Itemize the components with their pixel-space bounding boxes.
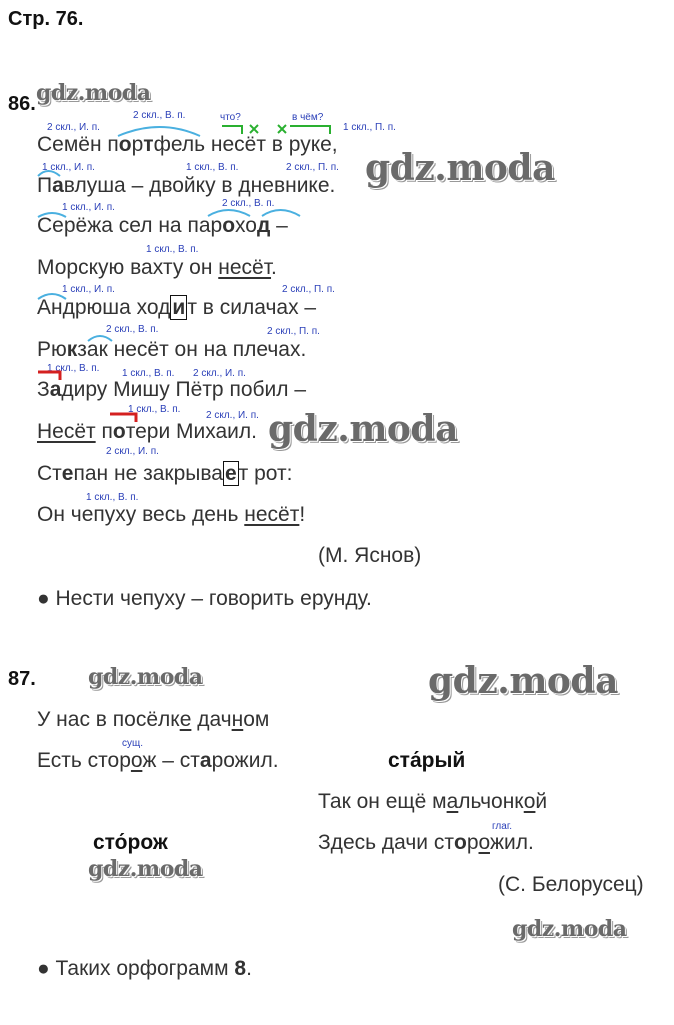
- exercise-86-number: 86.: [8, 93, 36, 115]
- annotation: 1 скл., В. п.: [146, 244, 199, 255]
- annotation: глаг.: [492, 821, 513, 832]
- annotation: 2 скл., П. п.: [286, 162, 339, 173]
- watermark: gdz.moda: [88, 856, 203, 882]
- annotation: 2 скл., В. п.: [133, 110, 186, 121]
- annotation: 1 скл., В. п.: [186, 162, 239, 173]
- annotation: 2 скл., В. п.: [106, 324, 159, 335]
- poem-line-5: Андрюша ходит в силачах –: [37, 296, 317, 319]
- poem-line-2: Есть сторож – старожил.: [37, 749, 279, 772]
- poem-line-4: Здесь дачи сторожил.: [318, 831, 534, 854]
- annotation: 2 скл., В. п.: [222, 198, 275, 209]
- poem-line-8: Несёт потери Михаил.: [37, 420, 257, 443]
- annotation: 2 скл., И. п.: [206, 410, 259, 421]
- watermark: gdz.moda: [88, 664, 203, 690]
- poem-line-2: Павлуша – двойку в дневнике.: [37, 174, 336, 197]
- exercise-87-number: 87.: [8, 668, 36, 690]
- page-title: Стр. 76.: [8, 8, 84, 30]
- poem-line-10: Он чепуху весь день несёт!: [37, 503, 306, 526]
- poem-line-7: Задиру Мишу Пётр побил –: [37, 378, 307, 401]
- poem-line-1: Семён портфель несёт в руке,: [37, 133, 338, 156]
- annotation: 2 скл., И. п.: [47, 122, 100, 133]
- annotation: в чём?: [292, 112, 324, 123]
- watermark: gdz.moda: [428, 660, 618, 702]
- poem-author: (М. Яснов): [318, 544, 422, 567]
- poem-line-4: Морскую вахту он несёт.: [37, 256, 277, 279]
- poem-line-9: Степан не закрывает рот:: [37, 462, 293, 485]
- stressed-word: ста́рый: [388, 749, 466, 772]
- annotation: сущ.: [122, 738, 144, 749]
- stressed-word: сто́рож: [93, 831, 168, 854]
- annotation: 1 скл., И. п.: [42, 162, 95, 173]
- watermark: gdz.moda: [36, 80, 151, 106]
- poem-line-3: Так он ещё мальчонкой: [318, 790, 548, 813]
- watermark: gdz.moda: [512, 916, 627, 942]
- watermark: gdz.moda: [365, 147, 555, 189]
- annotation: 2 скл., И. п.: [106, 446, 159, 457]
- annotation: что?: [220, 112, 241, 123]
- watermark: gdz.moda: [268, 408, 458, 450]
- poem-line-3: Серёжа сел на пароход –: [37, 214, 288, 237]
- exercise-note: ● Таких орфограмм 8.: [37, 957, 252, 980]
- annotation: 1 скл., И. п.: [62, 284, 115, 295]
- annotation: 1 скл., В. п.: [128, 404, 181, 415]
- exercise-note: ● Нести чепуху – говорить ерунду.: [37, 587, 372, 610]
- annotation: 2 скл., П. п.: [282, 284, 335, 295]
- annotation: 2 скл., И. п.: [193, 368, 246, 379]
- poem-line-1: У нас в посёлке дачном: [37, 708, 270, 731]
- poem-line-6: Рюкзак несёт он на плечах.: [37, 338, 307, 361]
- annotation: 1 скл., В. п.: [122, 368, 175, 379]
- poem-author: (С. Белорусец): [498, 873, 644, 896]
- annotation: 1 скл., В. п.: [47, 363, 100, 374]
- annotation: 1 скл., П. п.: [343, 122, 396, 133]
- annotation: 2 скл., П. п.: [267, 326, 320, 337]
- annotation: 1 скл., И. п.: [62, 202, 115, 213]
- annotation: 1 скл., В. п.: [86, 492, 139, 503]
